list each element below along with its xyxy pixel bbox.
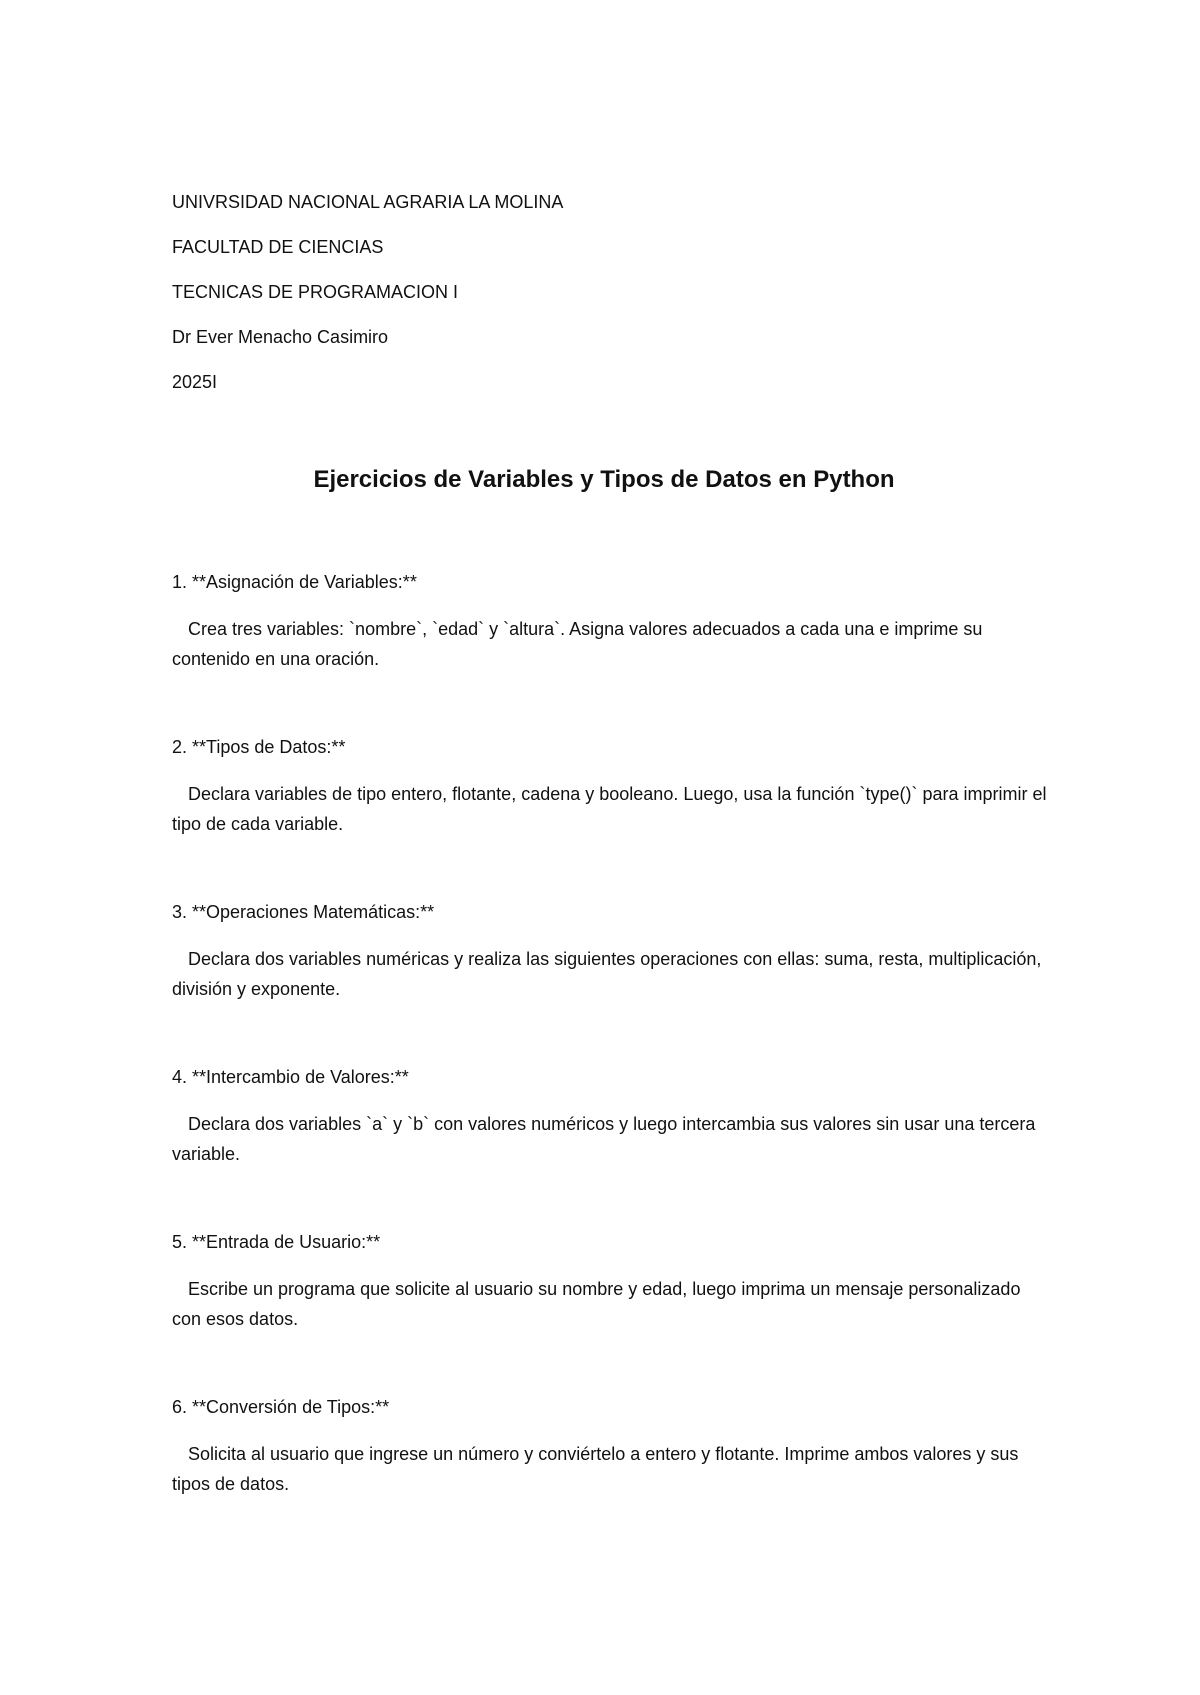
exercise-heading: 5. **Entrada de Usuario:** bbox=[172, 1232, 381, 1252]
exercise-4 bbox=[172, 1065, 1052, 1169]
exercise-3 bbox=[172, 900, 1052, 1004]
exercise-body: Escribe un programa que solicite al usuario su nombre y edad, luego imprima un mensaje personalizado con esos datos. bbox=[172, 1279, 1021, 1329]
exercise-body: Declara variables de tipo entero, flotante, cadena y booleano. Luego, usa la función `type()` para imprimir el tipo de cada variable. bbox=[172, 784, 1047, 834]
exercise-heading: 1. **Asignación de Variables:** bbox=[172, 572, 417, 592]
exercise-1 bbox=[172, 570, 1052, 674]
exercise-5 bbox=[172, 1230, 1052, 1334]
document-title: Ejercicios de Variables y Tipos de Datos en Python bbox=[313, 466, 895, 493]
exercise-body: Solicita al usuario que ingrese un número y conviértelo a entero y flotante. Imprime ambos valores y sus tipos de datos. bbox=[172, 1444, 1019, 1494]
exercise-6 bbox=[172, 1395, 1052, 1499]
term: 2025I bbox=[172, 372, 218, 392]
course-name: TECNICAS DE PROGRAMACION I bbox=[172, 282, 459, 302]
exercise-heading: 6. **Conversión de Tipos:** bbox=[172, 1397, 390, 1417]
exercise-body: Crea tres variables: `nombre`, `edad` y `altura`. Asigna valores adecuados a cada una e imprime su contenido en una oración. bbox=[172, 619, 983, 669]
exercise-body: Declara dos variables numéricas y realiza las siguientes operaciones con ellas: suma, resta, multiplicación, división y exponente. bbox=[172, 949, 1042, 999]
faculty-name: FACULTAD DE CIENCIAS bbox=[172, 237, 384, 257]
exercise-heading: 4. **Intercambio de Valores:** bbox=[172, 1067, 409, 1087]
exercise-heading: 2. **Tipos de Datos:** bbox=[172, 737, 346, 757]
exercise-body: Declara dos variables `a` y `b` con valores numéricos y luego intercambia sus valores sin usar una tercera variable. bbox=[172, 1114, 1036, 1164]
exercise-heading: 3. **Operaciones Matemáticas:** bbox=[172, 902, 435, 922]
professor-name: Dr Ever Menacho Casimiro bbox=[172, 327, 389, 347]
document-header bbox=[172, 190, 1072, 415]
university-name: UNIVRSIDAD NACIONAL AGRARIA LA MOLINA bbox=[172, 192, 564, 212]
exercise-2 bbox=[172, 735, 1052, 839]
